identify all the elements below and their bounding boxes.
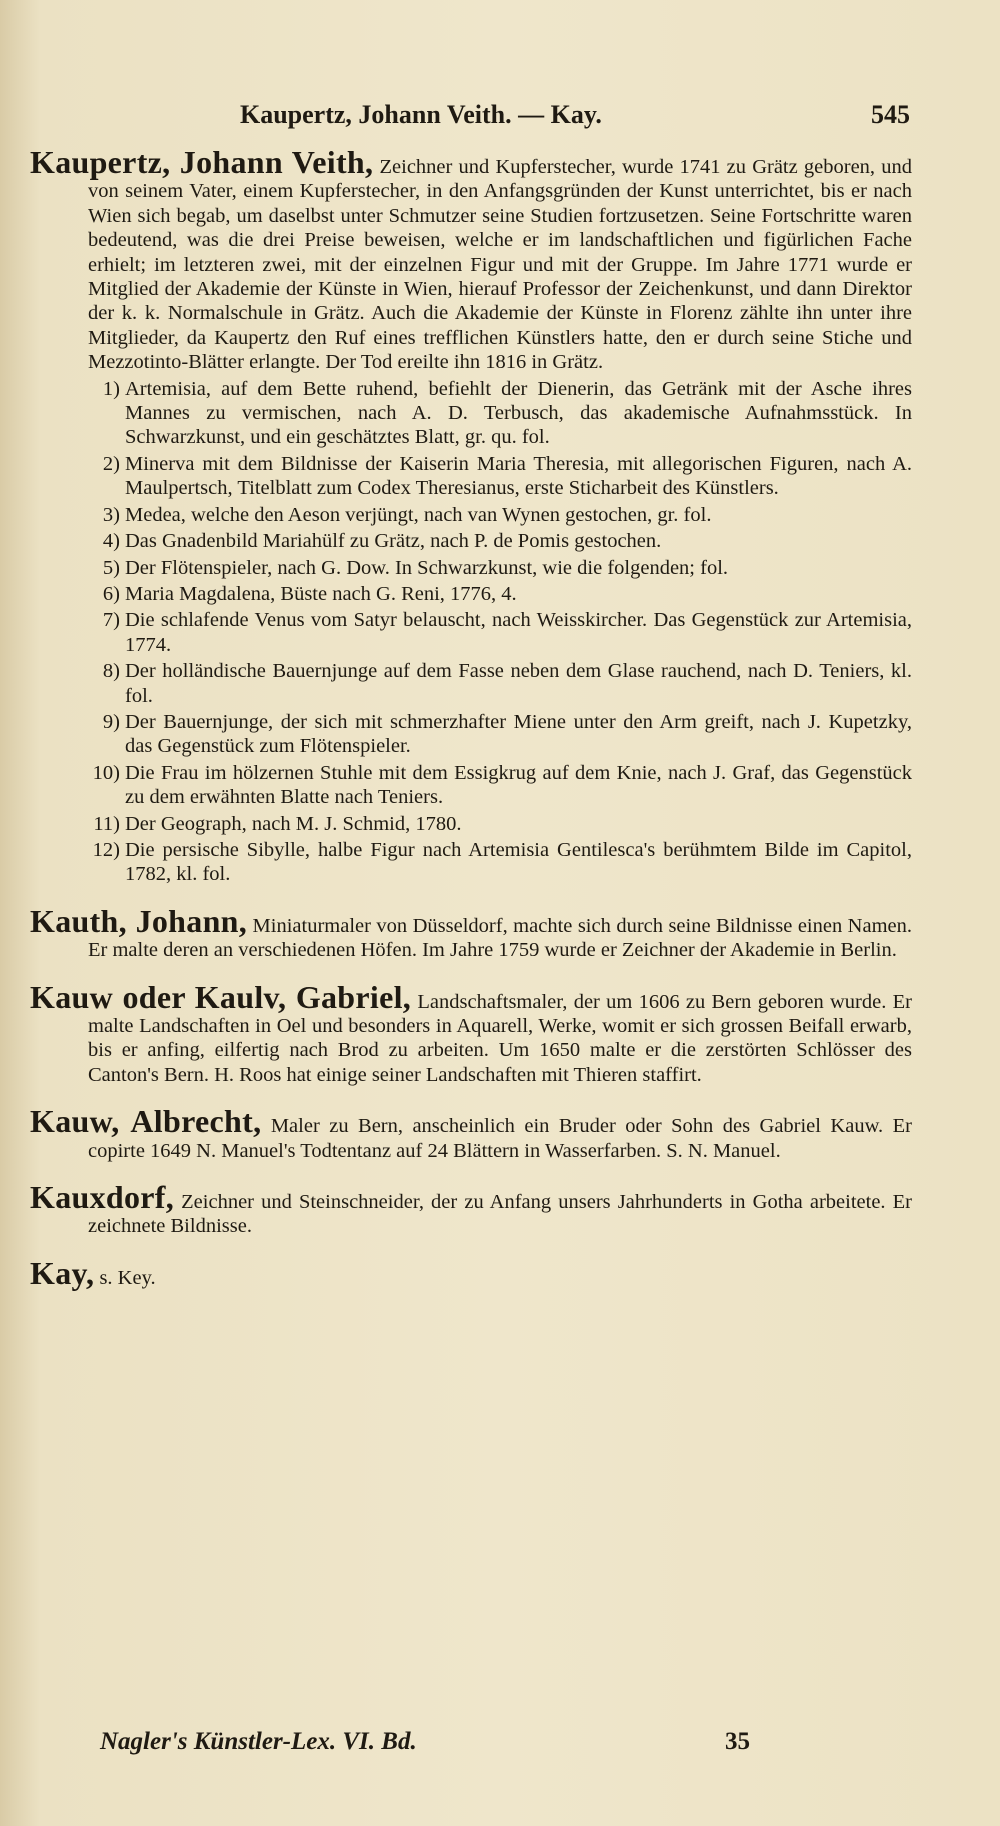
entry-paragraph (30, 902, 913, 963)
entry-text: Zeichner und Kupferstecher, wurde 1741 zu Grätz geboren, und von seinem Vater, einem Kupferstecher, in den Anfangsgründen der Kunst unterrichtet, bis er nach Wien sich begab, um daselbst unter Schmutzer seine Studien fortzusetzen. Seine Fortschritte waren bedeutend, was die drei Preise beweisen, welche er im landschaftlichen und figürlichen Fache erhielt; im letzteren zwei, mit der einzelnen Figur und mit der Gruppe. Im Jahre 1771 wurde er Mitglied der Akademie der Künste in Wien, hierauf Professor der Zeichenkunst, und dann Direktor der k. k. Normalschule in Grätz. Auch die Akademie der Künste in Florenz zählte ihn unter ihre Mitglieder, da Kaupertz den Ruf eines trefflichen Künstlers hatte, den er durch seine Stiche und Mezzotinto-Blätter erlangte. Der Tod ereilte ihn 1816 in Grätz. (88, 156, 912, 374)
work-item (30, 529, 912, 553)
entry-name: Kay, (30, 1254, 95, 1291)
entry-name: Kaupertz, Johann Veith, (30, 144, 374, 180)
work-text: Minerva mit dem Bildnisse der Kaiserin Maria Theresia, mit allegorischen Figuren, nach A. Maulpertsch, Titelblatt zum Codex Theresianus, erste Sticharbeit des Künstlers. (125, 452, 912, 500)
work-item (30, 582, 912, 606)
entry-kauxdorf (30, 1179, 912, 1239)
work-text: Die Frau im hölzernen Stuhle mit dem Essigkrug auf dem Knie, nach J. Graf, das Gegenstück zu dem erwähnten Blatte nach Teniers. (125, 761, 912, 809)
entry-name: Kauw, Albrecht, (30, 1103, 262, 1140)
work-number: 3) (102, 503, 120, 526)
work-number: 8) (102, 660, 120, 683)
entry-text: Miniaturmaler von Düsseldorf, machte sich durch seine Bildnisse einen Namen. Er malte deren an verschiedenen Höfen. Im Jahre 1759 wurde er Zeichner der Akademie in Berlin. (88, 914, 913, 962)
work-item (30, 812, 912, 836)
entry-text: Landschaftsmaler, der um 1606 zu Bern geboren wurde. Er malte Landschaften in Oel und besonders in Aquarell, Werke, womit er sich grossen Beifall erwarb, bis er anfing, eilfertig nach Brod zu arbeiten. Um 1650 malte er die zerstörten Schlösser des Canton's Bern. H. Roos hat einige seiner Landschaften mit Thieren staffirt. (88, 990, 912, 1086)
entry-text: Zeichner und Steinschneider, der zu Anfang unsers Jahrhunderts in Gotha arbeitete. Er zeichnete Bildnisse. (88, 1191, 912, 1238)
work-item (30, 710, 912, 759)
work-number: 2) (102, 452, 120, 475)
work-text: Die schlafende Venus vom Satyr belauscht, nach Weisskircher. Das Gegenstück zur Artemisia, 1774. (125, 609, 912, 656)
entry-kauw-albrecht (30, 1103, 912, 1163)
work-number: 6) (102, 582, 120, 605)
running-header (100, 90, 910, 134)
page-number: 545 (871, 100, 910, 129)
entry-kauth (30, 902, 913, 963)
work-text: Artemisia, auf dem Bette ruhend, befiehlt der Dienerin, das Getränk mit der Asche ihres Mannes zu vermischen, nach A. D. Terbusch, das akademische Aufnahmsstück. In Schwarzkunst, und ein geschätztes Blatt, gr. qu. fol. (125, 377, 912, 449)
lexicon-entries (30, 144, 913, 1312)
work-number: 1) (102, 377, 120, 400)
work-item (30, 608, 912, 657)
work-text: Die persische Sibylle, halbe Figur nach Artemisia Gentilesca's berühmtem Bilde im Capitol, 1782, kl. fol. (125, 838, 912, 886)
entry-kaupertz (30, 144, 912, 887)
entry-name: Kauw oder Kaulv, Gabriel, (30, 978, 412, 1015)
entry-kay (30, 1254, 912, 1291)
work-number: 11) (93, 812, 120, 835)
entry-name: Kauth, Johann, (30, 902, 248, 939)
entry-kauw-gabriel (30, 978, 912, 1088)
work-text: Der holländische Bauernjunge auf dem Fasse neben dem Glase rauchend, nach D. Teniers, kl. fol. (125, 660, 912, 707)
work-number: 5) (102, 556, 120, 579)
entry-text: Maler zu Bern, anscheinlich ein Bruder oder Sohn des Gabriel Kauw. Er copirte 1649 N. Manuel's Todtentanz auf 24 Blättern in Wasserfarben. S. N. Manuel. (88, 1115, 912, 1162)
work-number: 12) (92, 838, 120, 861)
work-item (30, 659, 912, 708)
work-text: Der Geograph, nach M. J. Schmid, 1780. (125, 812, 462, 835)
work-text: Der Bauernjunge, der sich mit schmerzhafter Miene unter den Arm greift, nach J. Kupetzky, das Gegenstück zum Flötenspieler. (125, 710, 912, 758)
work-item (30, 556, 912, 580)
entry-paragraph (30, 1254, 912, 1291)
work-number: 9) (102, 710, 120, 733)
work-item (30, 838, 912, 887)
work-item (30, 503, 912, 527)
entry-paragraph (30, 978, 912, 1088)
entry-name: Kauxdorf, (30, 1179, 175, 1216)
work-item (30, 761, 912, 810)
footer-signature: Nagler's Künstler-Lex. VI. Bd. (100, 1728, 417, 1755)
work-text: Maria Magdalena, Büste nach G. Reni, 1776, 4. (125, 582, 517, 605)
work-item (30, 377, 912, 450)
work-text: Der Flötenspieler, nach G. Dow. In Schwarzkunst, wie die folgenden; fol. (125, 556, 729, 579)
work-item (30, 452, 912, 501)
work-number: 10) (92, 761, 120, 784)
entry-text: s. Key. (99, 1266, 156, 1289)
entry-paragraph (30, 1103, 912, 1163)
header-title: Kaupertz, Johann Veith. — Kay. (240, 100, 602, 129)
sheet-number: 35 (725, 1728, 750, 1755)
works-list (30, 377, 912, 887)
work-text: Das Gnadenbild Mariahülf zu Grätz, nach P. de Pomis gestochen. (125, 530, 662, 553)
work-number: 4) (102, 530, 120, 553)
entry-paragraph (30, 144, 912, 375)
entry-paragraph (30, 1179, 912, 1239)
work-text: Medea, welche den Aeson verjüngt, nach van Wynen gestochen, gr. fol. (125, 503, 712, 526)
work-number: 7) (102, 609, 120, 632)
